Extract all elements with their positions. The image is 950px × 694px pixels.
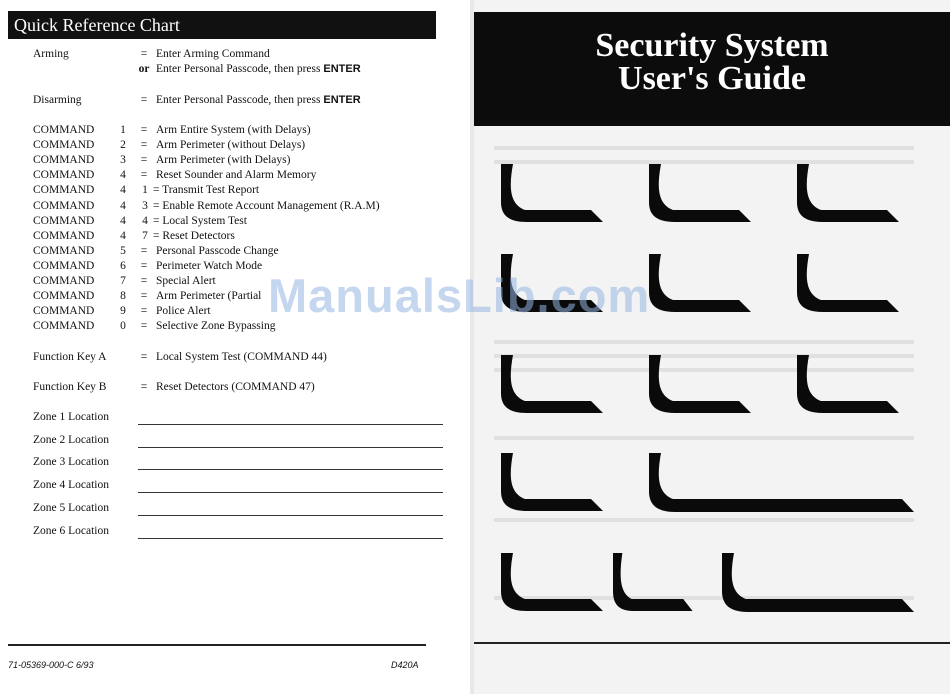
zone-location-label: Zone 3 Location bbox=[33, 456, 110, 469]
function-key-description: Local System Test (COMMAND 44) bbox=[156, 351, 327, 363]
command-description: = Reset Detectors bbox=[153, 229, 235, 242]
command-label: COMMAND bbox=[33, 169, 95, 182]
command-number: 2 bbox=[120, 139, 126, 152]
command-label: COMMAND bbox=[33, 305, 95, 318]
quick-reference-title: Quick Reference Chart bbox=[8, 11, 436, 39]
disarming-label: Disarming bbox=[33, 94, 82, 106]
zone-location-fill-line bbox=[138, 469, 443, 470]
command-number: 4 bbox=[120, 199, 126, 212]
l-bracket-graphic bbox=[797, 254, 899, 312]
command-row bbox=[33, 183, 453, 198]
command-label: COMMAND bbox=[33, 139, 95, 152]
footer-model: D420A bbox=[391, 660, 419, 670]
command-subnumber: 3 bbox=[142, 199, 148, 212]
command-equals: = bbox=[140, 275, 148, 287]
command-label: COMMAND bbox=[33, 244, 95, 257]
command-row bbox=[33, 138, 453, 153]
zone-location-label: Zone 4 Location bbox=[33, 479, 110, 492]
zone-location-row bbox=[33, 525, 443, 541]
l-bracket-graphic bbox=[797, 355, 899, 413]
command-subnumber: 7 bbox=[142, 229, 148, 242]
cover-bottom-rule bbox=[474, 642, 950, 644]
command-equals: = bbox=[140, 169, 148, 182]
cover-graphic bbox=[474, 0, 950, 694]
command-description: = Transmit Test Report bbox=[153, 184, 260, 197]
command-row bbox=[33, 123, 453, 138]
watermark: ManualsLib.com bbox=[268, 269, 651, 322]
command-number: 8 bbox=[120, 290, 126, 303]
command-row bbox=[33, 229, 453, 244]
command-description: Reset Sounder and Alarm Memory bbox=[156, 169, 317, 182]
disarming-line: Enter Personal Passcode, then press bbox=[156, 94, 321, 106]
command-description: Arm Perimeter (with Delays) bbox=[156, 154, 291, 167]
zone-location-label: Zone 6 Location bbox=[33, 524, 110, 537]
command-label: COMMAND bbox=[33, 259, 95, 272]
command-description: = Local System Test bbox=[153, 214, 247, 227]
footer-rule bbox=[8, 644, 426, 646]
command-row bbox=[33, 244, 453, 259]
function-key-equals: = bbox=[140, 381, 148, 393]
l-bracket-graphic-wide bbox=[722, 553, 914, 612]
command-equals: = bbox=[140, 244, 148, 257]
arming-line-2: Enter Personal Passcode, then press bbox=[156, 63, 321, 75]
zone-location-fill-line bbox=[138, 515, 443, 516]
command-number: 6 bbox=[120, 259, 126, 272]
command-equals: = bbox=[140, 305, 148, 318]
l-bracket-graphic bbox=[797, 164, 899, 222]
cover-page bbox=[474, 0, 950, 694]
l-bracket-graphic bbox=[501, 164, 603, 222]
function-key-description: Reset Detectors (COMMAND 47) bbox=[156, 381, 315, 393]
zone-location-row bbox=[33, 411, 443, 427]
command-description: Arm Perimeter (without Delays) bbox=[156, 139, 306, 152]
command-description: Personal Passcode Change bbox=[156, 244, 279, 257]
command-description: Perimeter Watch Mode bbox=[156, 259, 263, 272]
zone-location-fill-line bbox=[138, 447, 443, 448]
command-number: 9 bbox=[120, 305, 126, 318]
command-label: COMMAND bbox=[33, 320, 95, 333]
arming-label: Arming bbox=[33, 48, 69, 60]
command-description: Arm Entire System (with Delays) bbox=[156, 124, 311, 136]
cover-title-line-1: Security System bbox=[595, 27, 829, 64]
arming-line-2-wrap bbox=[156, 62, 361, 77]
command-description: Selective Zone Bypassing bbox=[156, 320, 276, 333]
l-bracket-graphic bbox=[613, 553, 693, 611]
zone-location-label: Zone 1 Location bbox=[33, 411, 110, 423]
command-label: COMMAND bbox=[33, 184, 95, 197]
arming-or-row bbox=[33, 62, 453, 77]
command-label: COMMAND bbox=[33, 229, 95, 242]
zone-location-row bbox=[33, 502, 443, 518]
l-bracket-graphic bbox=[501, 453, 603, 511]
disarming-line-wrap bbox=[156, 93, 361, 108]
zone-location-fill-line bbox=[138, 538, 443, 539]
l-bracket-graphic bbox=[649, 254, 751, 312]
command-row bbox=[33, 199, 453, 214]
function-key-row bbox=[33, 350, 453, 365]
zone-location-row bbox=[33, 434, 443, 450]
disarming-equals: = bbox=[140, 94, 148, 106]
zone-location-label: Zone 5 Location bbox=[33, 501, 110, 514]
command-number: 4 bbox=[120, 214, 126, 227]
command-equals: = bbox=[140, 154, 148, 167]
arming-line-1: Enter Arming Command bbox=[156, 48, 270, 60]
disarming-row bbox=[33, 93, 453, 108]
command-number: 3 bbox=[120, 154, 126, 167]
command-label: COMMAND bbox=[33, 199, 95, 212]
enter-key-label: ENTER bbox=[323, 63, 361, 75]
function-key-label: Function Key B bbox=[33, 381, 107, 393]
command-number: 1 bbox=[120, 124, 126, 136]
cover-title-line-2: User's Guide bbox=[618, 60, 806, 97]
arming-or: or bbox=[138, 63, 150, 75]
l-bracket-graphic-wide bbox=[649, 453, 914, 512]
function-key-label: Function Key A bbox=[33, 351, 107, 363]
command-label: COMMAND bbox=[33, 124, 95, 136]
zone-location-row bbox=[33, 456, 443, 472]
l-bracket-graphic bbox=[649, 164, 751, 222]
command-label: COMMAND bbox=[33, 275, 95, 287]
command-row bbox=[33, 214, 453, 229]
zone-location-fill-line bbox=[138, 492, 443, 493]
command-label: COMMAND bbox=[33, 154, 95, 167]
l-bracket-graphic bbox=[649, 355, 751, 413]
command-equals: = bbox=[140, 124, 148, 136]
command-description: Police Alert bbox=[156, 305, 211, 318]
command-label: COMMAND bbox=[33, 290, 95, 303]
command-number: 4 bbox=[120, 169, 126, 182]
function-key-row bbox=[33, 380, 453, 395]
command-number: 7 bbox=[120, 275, 126, 287]
l-bracket-graphic bbox=[501, 553, 603, 611]
zone-location-fill-line bbox=[138, 424, 443, 425]
command-equals: = bbox=[140, 139, 148, 152]
command-number: 0 bbox=[120, 320, 126, 333]
function-key-equals: = bbox=[140, 351, 148, 363]
command-equals: = bbox=[140, 320, 148, 333]
command-number: 4 bbox=[120, 184, 126, 197]
command-equals: = bbox=[140, 259, 148, 272]
command-description: Arm Perimeter (Partial bbox=[156, 290, 262, 303]
command-row bbox=[33, 153, 453, 168]
l-bracket-graphic bbox=[501, 355, 603, 413]
command-number: 4 bbox=[120, 229, 126, 242]
command-equals: = bbox=[140, 290, 148, 303]
command-number: 5 bbox=[120, 244, 126, 257]
quick-reference-page bbox=[0, 0, 470, 694]
zone-location-row bbox=[33, 479, 443, 495]
arming-row bbox=[33, 47, 453, 62]
command-label: COMMAND bbox=[33, 214, 95, 227]
command-description: = Enable Remote Account Management (R.A.M) bbox=[153, 199, 380, 212]
command-row bbox=[33, 168, 453, 183]
arming-equals: = bbox=[140, 48, 148, 60]
footer-part-number: 71-05369-000-C 6/93 bbox=[8, 660, 94, 670]
command-description: Special Alert bbox=[156, 275, 216, 287]
zone-location-label: Zone 2 Location bbox=[33, 433, 110, 446]
command-subnumber: 1 bbox=[142, 184, 148, 197]
command-subnumber: 4 bbox=[142, 214, 148, 227]
enter-key-label: ENTER bbox=[323, 94, 361, 106]
